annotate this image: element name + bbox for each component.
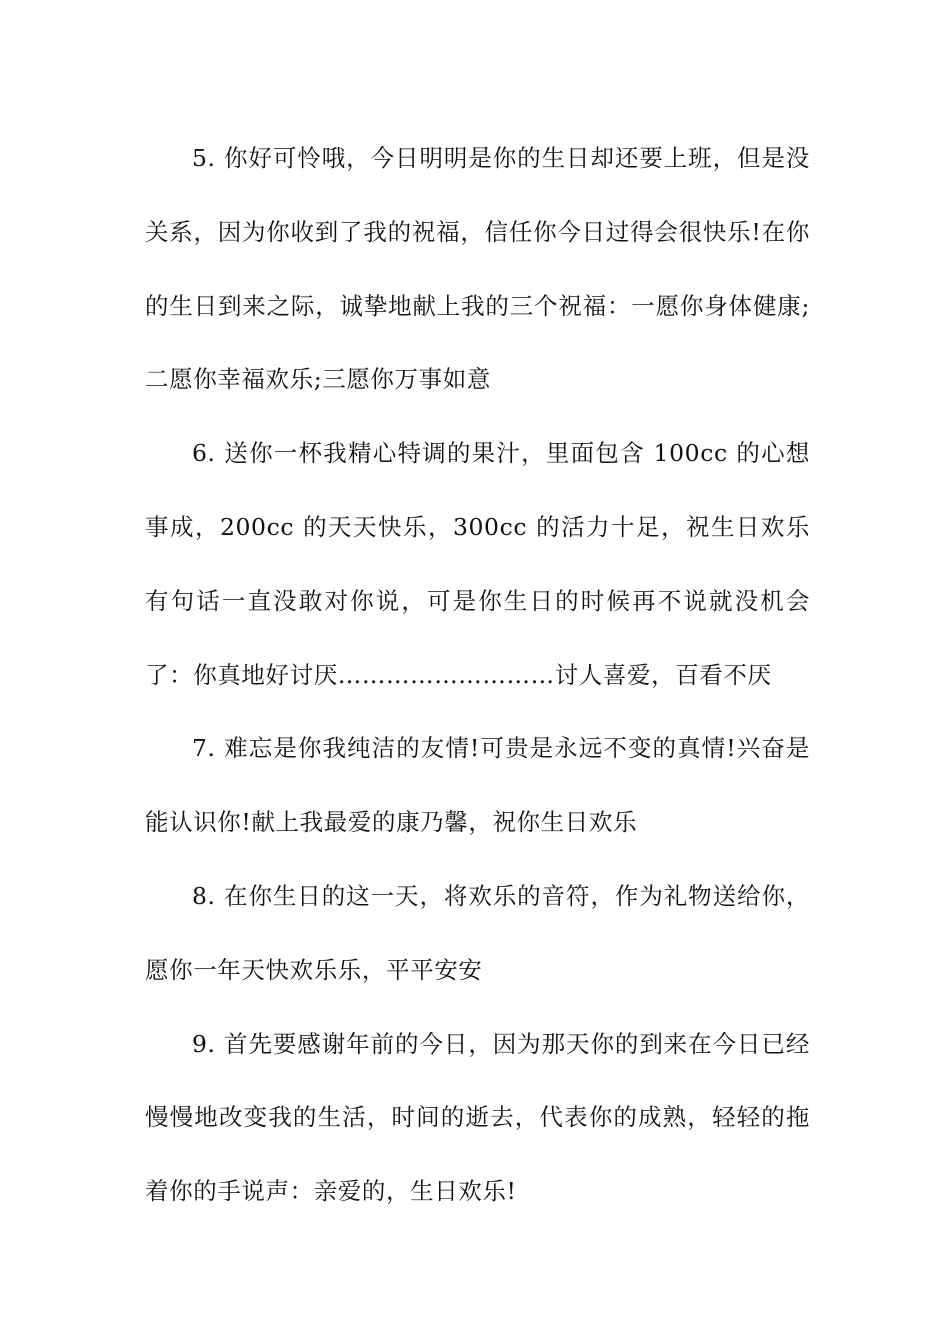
document-body [145, 122, 810, 1229]
paragraph-5: 5. 你好可怜哦，今日明明是你的生日却还要上班，但是没关系，因为你收到了我的祝福，信任你今日过得会很快乐!在你的生日到来之际，诚挚地献上我的三个祝福：一愿你身体健康;二愿你幸福欢乐;三愿你万事如意 [145, 144, 810, 394]
paragraph-6: 6. 送你一杯我精心特调的果汁，里面包含 100cc 的心想事成，200cc 的天天快乐，300cc 的活力十足，祝生日欢乐有句话一直没敢对你说，可是你生日的时候再不说就没机会了：你真地好讨厌………………………讨人喜爱，百看不厌 [145, 439, 810, 689]
paragraph-8: 8. 在你生日的这一天，将欢乐的音符，作为礼物送给你，愿你一年天快欢乐乐，平平安安 [145, 881, 810, 984]
paragraph-9: 9. 首先要感谢年前的今日，因为那天你的到来在今日已经慢慢地改变我的生活，时间的逝去，代表你的成熟，轻轻的拖着你的手说声：亲爱的，生日欢乐! [145, 1029, 810, 1206]
paragraph-7: 7. 难忘是你我纯洁的友情!可贵是永远不变的真情!兴奋是能认识你!献上我最爱的康乃馨，祝你生日欢乐 [145, 734, 810, 837]
